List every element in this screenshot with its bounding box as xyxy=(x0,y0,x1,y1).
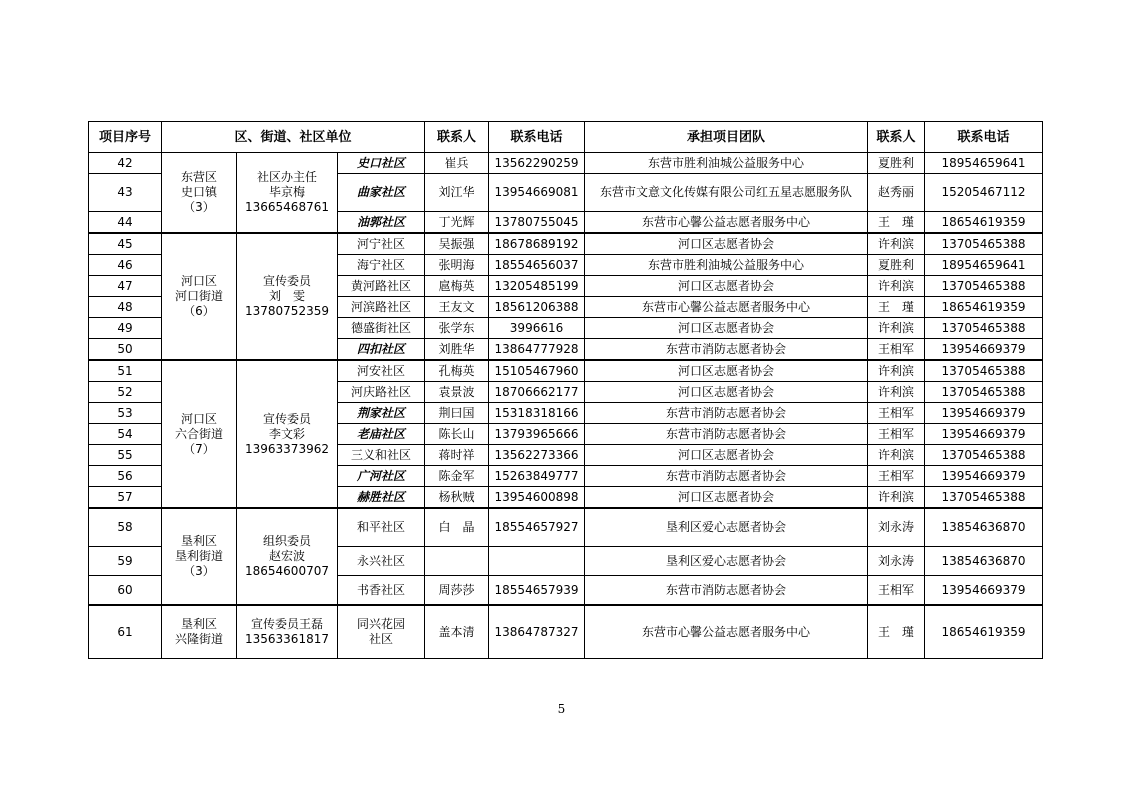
contact-name: 陈长山 xyxy=(425,424,489,445)
lead-phone: 13563361817 xyxy=(245,632,329,646)
team-contact: 王相军 xyxy=(868,339,925,361)
lead-phone: 13780752359 xyxy=(245,304,329,318)
team-contact: 许利滨 xyxy=(868,382,925,403)
region-name: 河口区 xyxy=(180,274,217,288)
team-name: 东营市胜利油城公益服务中心 xyxy=(585,153,868,174)
team-phone: 13954669379 xyxy=(925,466,1043,487)
project-no: 50 xyxy=(89,339,162,361)
team-contact: 王相军 xyxy=(868,466,925,487)
contact-phone: 13780755045 xyxy=(489,212,585,234)
subdistrict-name: 六合街道 xyxy=(174,426,223,441)
team-name: 垦利区爱心志愿者协会 xyxy=(585,547,868,576)
project-no: 55 xyxy=(89,445,162,466)
community-name: 荆家社区 xyxy=(338,403,425,424)
project-no: 48 xyxy=(89,297,162,318)
contact-name: 盖本清 xyxy=(425,605,489,659)
contact-phone: 13864777928 xyxy=(489,339,585,361)
region-cell xyxy=(162,233,237,360)
lead-title: 宣传委员王磊 xyxy=(250,617,323,631)
community-count: （6） xyxy=(183,304,215,318)
region-cell xyxy=(162,508,237,605)
team-phone: 18954659641 xyxy=(925,153,1043,174)
team-phone: 13705465388 xyxy=(925,382,1043,403)
lead-cell xyxy=(237,605,338,659)
community-name: 老庙社区 xyxy=(338,424,425,445)
team-phone: 18654619359 xyxy=(925,212,1043,234)
project-contact-table xyxy=(88,121,1043,659)
community-name: 德盛街社区 xyxy=(338,318,425,339)
contact-name: 杨秋贼 xyxy=(425,487,489,509)
contact-phone: 13793965666 xyxy=(489,424,585,445)
team-phone: 13705465388 xyxy=(925,487,1043,509)
community-name: 书香社区 xyxy=(338,576,425,606)
community-name: 黄河路社区 xyxy=(338,276,425,297)
community-name: 河庆路社区 xyxy=(338,382,425,403)
region-name: 河口区 xyxy=(180,411,217,426)
lead-name: 赵宏波 xyxy=(268,549,305,563)
team-name: 东营市消防志愿者协会 xyxy=(585,339,868,361)
lead-name: 毕京梅 xyxy=(268,185,305,199)
community-name: 史口社区 xyxy=(338,153,425,174)
contact-name: 荆曰国 xyxy=(425,403,489,424)
contact-phone: 3996616 xyxy=(489,318,585,339)
lead-name: 李文彩 xyxy=(268,426,305,441)
contact-phone: 13864787327 xyxy=(489,605,585,659)
project-no: 51 xyxy=(89,360,162,382)
team-name: 东营市心馨公益志愿者服务中心 xyxy=(585,605,868,659)
contact-phone: 15263849777 xyxy=(489,466,585,487)
header-team-phone: 联系电话 xyxy=(925,122,1043,153)
team-contact: 王相军 xyxy=(868,403,925,424)
team-phone: 13705465388 xyxy=(925,233,1043,255)
project-no: 57 xyxy=(89,487,162,509)
team-phone: 13954669379 xyxy=(925,424,1043,445)
contact-phone: 18554657939 xyxy=(489,576,585,606)
community-name: 四扣社区 xyxy=(338,339,425,361)
team-phone: 18954659641 xyxy=(925,255,1043,276)
team-contact: 王 瑾 xyxy=(868,297,925,318)
project-no: 45 xyxy=(89,233,162,255)
team-contact: 许利滨 xyxy=(868,445,925,466)
team-contact: 刘永涛 xyxy=(868,547,925,576)
contact-phone: 13954669081 xyxy=(489,174,585,212)
team-name: 河口区志愿者协会 xyxy=(585,487,868,509)
contact-name: 丁光辉 xyxy=(425,212,489,234)
contact-name: 吴振强 xyxy=(425,233,489,255)
contact-phone: 15318318166 xyxy=(489,403,585,424)
lead-name: 刘 雯 xyxy=(268,289,305,303)
region-cell xyxy=(162,360,237,508)
contact-name: 王友文 xyxy=(425,297,489,318)
contact-phone: 13562273366 xyxy=(489,445,585,466)
contact-name xyxy=(425,547,489,576)
table-header-row xyxy=(89,122,1043,153)
subdistrict-name: 河口街道 xyxy=(174,289,223,303)
contact-name: 张明海 xyxy=(425,255,489,276)
header-team: 承担项目团队 xyxy=(585,122,868,153)
community-count: （3） xyxy=(183,200,215,214)
lead-cell xyxy=(237,360,338,508)
project-no: 46 xyxy=(89,255,162,276)
lead-cell xyxy=(237,153,338,234)
contact-phone: 15105467960 xyxy=(489,360,585,382)
contact-name: 刘江华 xyxy=(425,174,489,212)
project-no: 52 xyxy=(89,382,162,403)
project-no: 54 xyxy=(89,424,162,445)
team-name: 河口区志愿者协会 xyxy=(585,276,868,297)
region-name: 垦利区 xyxy=(180,534,217,548)
project-no: 61 xyxy=(89,605,162,659)
subdistrict-name: 垦利街道 xyxy=(174,549,223,563)
community-name: 和平社区 xyxy=(338,508,425,547)
header-contact: 联系人 xyxy=(425,122,489,153)
team-name: 河口区志愿者协会 xyxy=(585,233,868,255)
community-count: （3） xyxy=(183,564,215,578)
project-no: 49 xyxy=(89,318,162,339)
table-row xyxy=(89,153,1043,174)
contact-phone: 13954600898 xyxy=(489,487,585,509)
lead-phone: 13963373962 xyxy=(245,441,329,456)
lead-phone: 13665468761 xyxy=(245,200,329,214)
community-name: 永兴社区 xyxy=(338,547,425,576)
community-name: 河宁社区 xyxy=(338,233,425,255)
team-phone: 18654619359 xyxy=(925,297,1043,318)
region-name: 东营区 xyxy=(180,170,217,184)
team-name: 河口区志愿者协会 xyxy=(585,318,868,339)
team-name: 东营市心馨公益志愿者服务中心 xyxy=(585,297,868,318)
region-name: 垦利区 xyxy=(180,617,217,631)
team-name: 东营市心馨公益志愿者服务中心 xyxy=(585,212,868,234)
team-phone: 15205467112 xyxy=(925,174,1043,212)
region-cell xyxy=(162,605,237,659)
team-name: 东营市消防志愿者协会 xyxy=(585,403,868,424)
project-no: 58 xyxy=(89,508,162,547)
team-name: 东营市消防志愿者协会 xyxy=(585,424,868,445)
lead-title: 社区办主任 xyxy=(256,170,317,184)
lead-title: 宣传委员 xyxy=(262,274,311,288)
contact-phone: 18554656037 xyxy=(489,255,585,276)
team-name: 河口区志愿者协会 xyxy=(585,382,868,403)
team-name: 垦利区爱心志愿者协会 xyxy=(585,508,868,547)
team-contact: 许利滨 xyxy=(868,360,925,382)
table-row xyxy=(89,233,1043,255)
team-phone: 13954669379 xyxy=(925,339,1043,361)
header-project-no: 项目序号 xyxy=(89,122,162,153)
community-name: 河安社区 xyxy=(338,360,425,382)
contact-name: 崔兵 xyxy=(425,153,489,174)
team-contact: 许利滨 xyxy=(868,233,925,255)
team-contact: 刘永涛 xyxy=(868,508,925,547)
region-cell xyxy=(162,153,237,234)
team-contact: 王 瑾 xyxy=(868,212,925,234)
contact-phone: 13205485199 xyxy=(489,276,585,297)
contact-phone: 18561206388 xyxy=(489,297,585,318)
subdistrict-name: 兴隆街道 xyxy=(174,632,223,646)
community-count: （7） xyxy=(183,441,215,456)
team-phone: 13854636870 xyxy=(925,508,1043,547)
team-phone: 13705465388 xyxy=(925,318,1043,339)
header-team-contact: 联系人 xyxy=(868,122,925,153)
community-name: 赫胜社区 xyxy=(338,487,425,509)
contact-phone: 18706662177 xyxy=(489,382,585,403)
project-no: 42 xyxy=(89,153,162,174)
project-no: 47 xyxy=(89,276,162,297)
community-name: 三义和社区 xyxy=(338,445,425,466)
contact-name: 陈金军 xyxy=(425,466,489,487)
team-contact: 夏胜利 xyxy=(868,255,925,276)
community-name: 曲家社区 xyxy=(338,174,425,212)
community-name: 同兴花园社区 xyxy=(338,605,425,659)
project-no: 43 xyxy=(89,174,162,212)
contact-name: 周莎莎 xyxy=(425,576,489,606)
team-phone: 13705465388 xyxy=(925,445,1043,466)
contact-name: 刘胜华 xyxy=(425,339,489,361)
project-no: 59 xyxy=(89,547,162,576)
contact-name: 袁景波 xyxy=(425,382,489,403)
lead-title: 组织委员 xyxy=(262,534,311,548)
team-name: 东营市文意文化传媒有限公司红五星志愿服务队 xyxy=(585,174,868,212)
team-phone: 13705465388 xyxy=(925,276,1043,297)
project-no: 56 xyxy=(89,466,162,487)
project-no: 53 xyxy=(89,403,162,424)
contact-phone: 18554657927 xyxy=(489,508,585,547)
header-unit: 区、街道、社区单位 xyxy=(162,122,425,153)
contact-name: 扈梅英 xyxy=(425,276,489,297)
team-contact: 许利滨 xyxy=(868,276,925,297)
team-name: 东营市消防志愿者协会 xyxy=(585,576,868,606)
team-phone: 13954669379 xyxy=(925,576,1043,606)
community-name: 广河社区 xyxy=(338,466,425,487)
lead-cell xyxy=(237,233,338,360)
team-contact: 王相军 xyxy=(868,424,925,445)
contact-name: 蒋时祥 xyxy=(425,445,489,466)
team-phone: 13854636870 xyxy=(925,547,1043,576)
contact-name: 白 晶 xyxy=(425,508,489,547)
team-name: 东营市消防志愿者协会 xyxy=(585,466,868,487)
contact-phone: 18678689192 xyxy=(489,233,585,255)
team-contact: 许利滨 xyxy=(868,487,925,509)
contact-name: 张学东 xyxy=(425,318,489,339)
team-contact: 王 瑾 xyxy=(868,605,925,659)
table-row xyxy=(89,508,1043,547)
team-name: 河口区志愿者协会 xyxy=(585,445,868,466)
table-row xyxy=(89,360,1043,382)
team-phone: 13705465388 xyxy=(925,360,1043,382)
lead-phone: 18654600707 xyxy=(245,564,329,578)
team-phone: 13954669379 xyxy=(925,403,1043,424)
project-no: 60 xyxy=(89,576,162,606)
page-number: 5 xyxy=(557,702,566,716)
community-name: 油郭社区 xyxy=(338,212,425,234)
lead-title: 宣传委员 xyxy=(262,411,311,426)
team-contact: 王相军 xyxy=(868,576,925,606)
header-phone: 联系电话 xyxy=(489,122,585,153)
lead-cell xyxy=(237,508,338,605)
contact-phone: 13562290259 xyxy=(489,153,585,174)
team-contact: 赵秀丽 xyxy=(868,174,925,212)
table-row xyxy=(89,605,1043,659)
contact-phone xyxy=(489,547,585,576)
team-contact: 夏胜利 xyxy=(868,153,925,174)
team-name: 东营市胜利油城公益服务中心 xyxy=(585,255,868,276)
team-contact: 许利滨 xyxy=(868,318,925,339)
project-no: 44 xyxy=(89,212,162,234)
contact-name: 孔梅英 xyxy=(425,360,489,382)
community-name: 海宁社区 xyxy=(338,255,425,276)
team-phone: 18654619359 xyxy=(925,605,1043,659)
team-name: 河口区志愿者协会 xyxy=(585,360,868,382)
community-name: 河滨路社区 xyxy=(338,297,425,318)
subdistrict-name: 史口镇 xyxy=(180,185,217,199)
